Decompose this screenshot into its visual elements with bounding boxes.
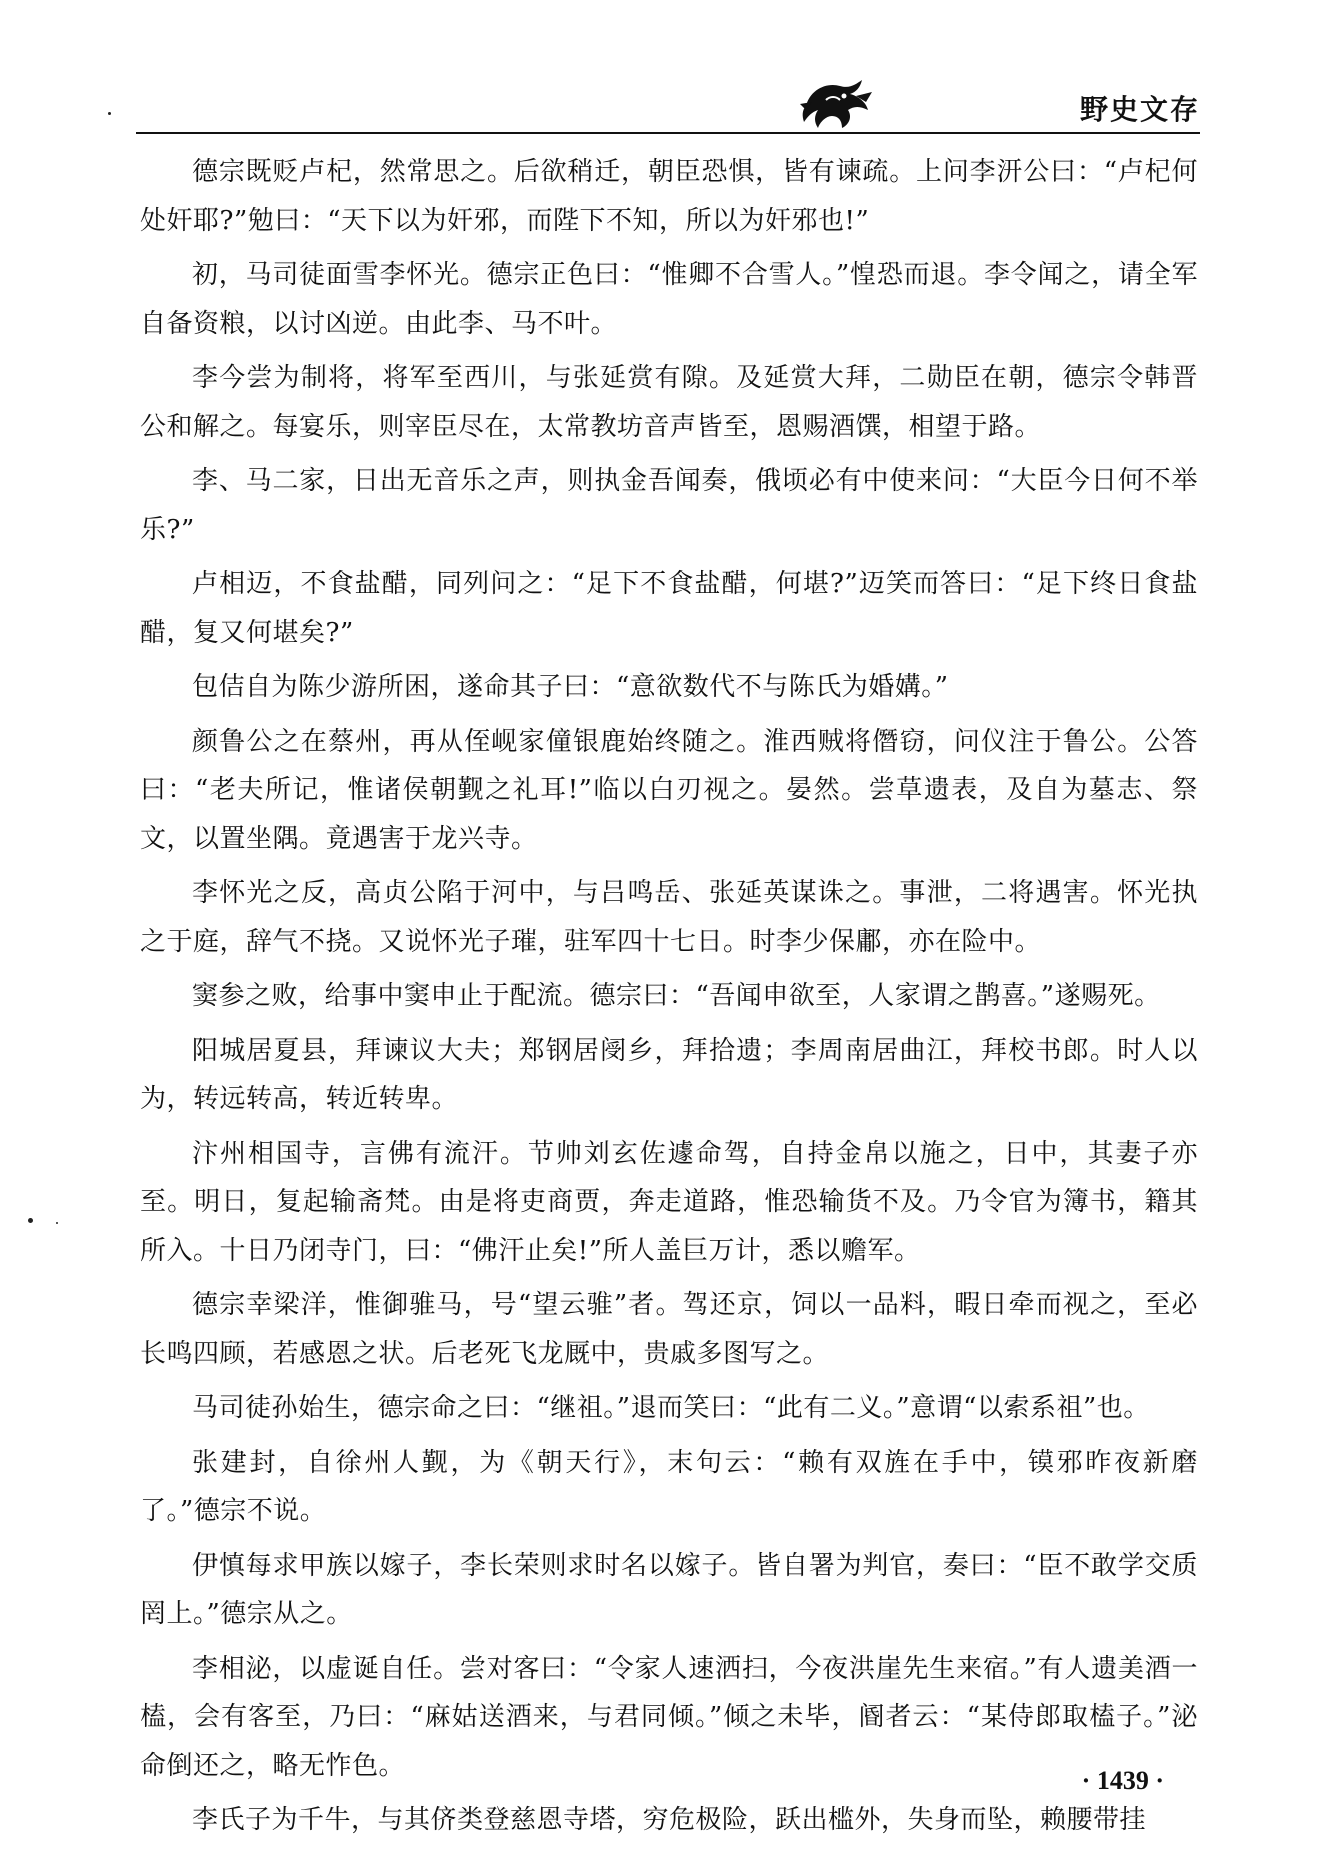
paragraph: 李、马二家，日出无音乐之声，则执金吾闻奏，俄顷必有中使来问：“大臣今日何不举乐?” [140,466,1198,545]
paragraph: 汴州相国寺，言佛有流汗。节帅刘玄佐遽命驾，自持金帛以施之，日中，其妻子亦至。明日，复起输斋梵。由是将吏商贾，奔走道路，惟恐输货不及。乃令官为簿书，籍其所入。十日乃闭寺门，曰：“佛汗止矣!”所人盖巨万计，悉以赡军。 [140,1138,1198,1266]
paragraph: 德宗既贬卢杞，然常思之。后欲稍迁，朝臣恐惧，皆有谏疏。上问李汧公曰：“卢杞何处奸耶?”勉曰：“天下以为奸邪，而陛下不知，所以为奸邪也!” [140,157,1198,236]
header-rule [136,132,1200,134]
paragraph: 包佶自为陈少游所困，遂命其子曰：“意欲数代不与陈氏为婚媾。” [192,672,949,702]
scan-speck [28,1218,33,1223]
series-title: 野史文存 [1079,93,1200,126]
paragraph: 李氏子为千牛，与其侪类登慈恩寺塔，穷危极险，跃出槛外，失身而坠，赖腰带挂 [192,1805,1147,1835]
page-number: · 1439 · [1081,1766,1164,1795]
paragraph: 李今尝为制将，将军至西川，与张延赏有隙。及延赏大拜，二勋臣在朝，德宗令韩晋公和解之。每宴乐，则宰臣尽在，太常教坊音声皆至，恩赐酒馔，相望于路。 [140,363,1198,442]
scan-speck [56,1222,58,1224]
paragraph: 窦参之败，给事中窦申止于配流。德宗曰：“吾闻申欲至，人家谓之鹊喜。”遂赐死。 [192,981,1161,1011]
paragraph: 伊慎每求甲族以嫁子，李长荣则求时名以嫁子。皆自署为判官，奏曰：“臣不敢学交质罔上。”德宗从之。 [140,1550,1198,1629]
paragraph: 李怀光之反，高贞公陷于河中，与吕鸣岳、张延英谋诛之。事泄，二将遇害。怀光执之于庭，辞气不挠。又说怀光子璀，驻军四十七日。时李少保鄘，亦在险中。 [140,878,1198,957]
paragraph: 颜鲁公之在蔡州，再从侄岘家僮银鹿始终随之。淮西贼将僭窃，问仪注于鲁公。公答曰：“老夫所记，惟诸侯朝觐之礼耳!”临以白刃视之。晏然。尝草遗表，及自为墓志、祭文，以置坐隅。竟遇害于龙兴寺。 [140,726,1198,854]
paragraph: 卢相迈，不食盐醋，同列问之：“足下不食盐醋，何堪?”迈笑而答曰：“足下终日食盐醋，复又何堪矣?” [140,569,1198,648]
paragraph: 阳城居夏县，拜谏议大夫；郑钢居阌乡，拜拾遗；李周南居曲江，拜校书郎。时人以为，转远转高，转近转卑。 [140,1035,1198,1114]
paragraph: 德宗幸梁洋，惟御骓马，号“望云骓”者。驾还京，饲以一品料，暇日牵而视之，至必长鸣四顾，若感恩之状。后老死飞龙厩中，贵戚多图写之。 [140,1290,1198,1369]
paragraph: 李相泌，以虚诞自任。尝对客曰：“令家人速洒扫，今夜洪崖先生来宿。”有人遗美酒一榼，会有客至，乃曰：“麻姑送酒来，与君同倾。”倾之未毕，阍者云：“某侍郎取榼子。”泌命倒还之，略无怍色。 [140,1653,1198,1781]
scan-speck [108,112,111,115]
dragon-emblem-icon [796,76,876,132]
running-header [136,76,1200,134]
paragraph: 初，马司徒面雪李怀光。德宗正色曰：“惟卿不合雪人。”惶恐而退。李令闻之，请全军自备资粮，以讨凶逆。由此李、马不叶。 [140,260,1198,339]
paragraph: 张建封，自徐州人觐，为《朝天行》，末句云：“赖有双旌在手中，镆邪昨夜新磨了。”德宗不说。 [140,1447,1198,1526]
paragraph: 马司徒孙始生，德宗命之曰：“继祖。”退而笑曰：“此有二义。”意谓“以索系祖”也。 [192,1393,1150,1423]
